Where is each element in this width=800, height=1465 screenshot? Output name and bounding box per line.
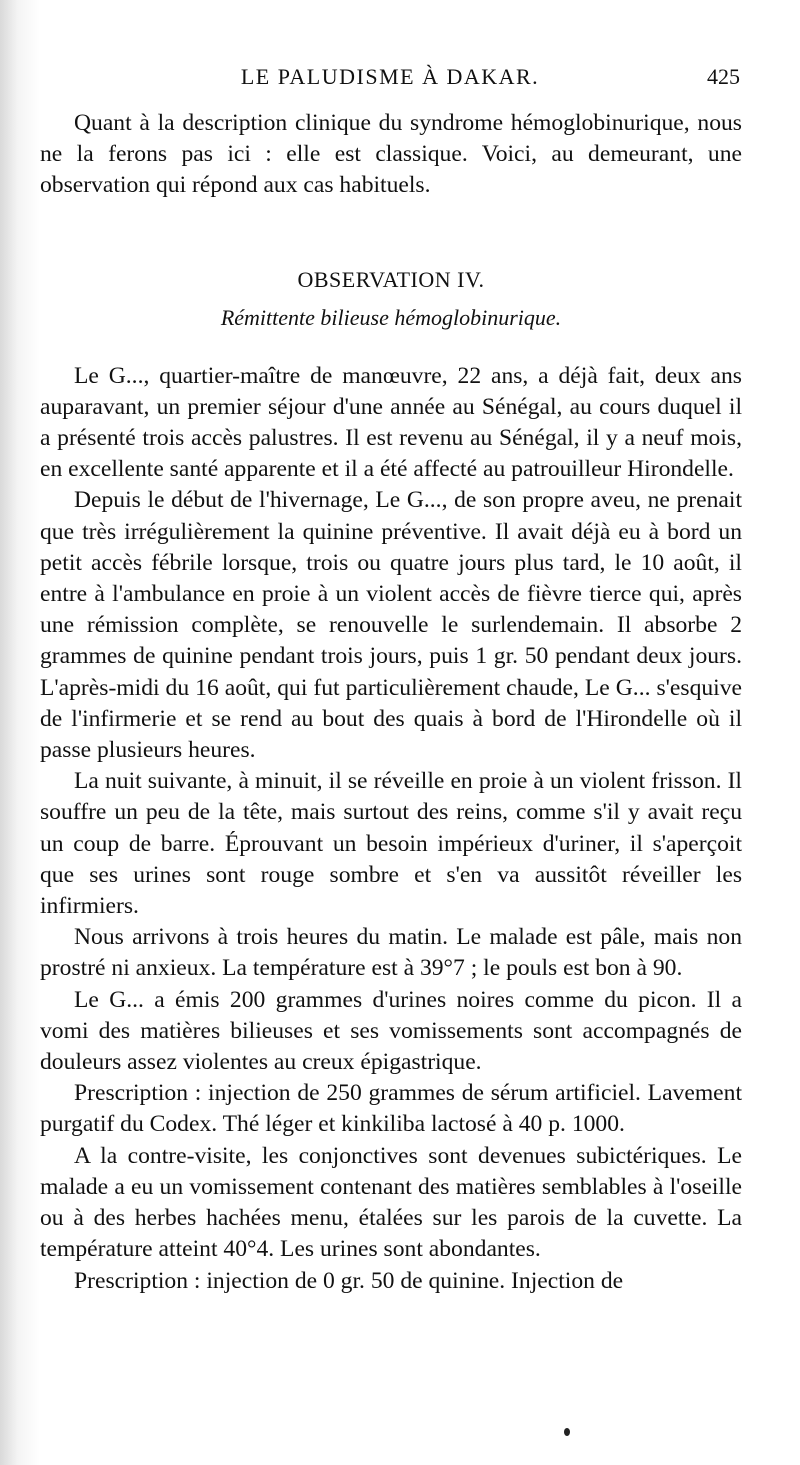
page-body [40,108,742,1297]
body-paragraph-4: Nous arrivons à trois heures du matin. Le malade est pâle, mais non prostré ni anxieux. La température est à 39°7 ; le pouls est bon à 90. [40,924,742,982]
observation-subtitle: Rémittente bilieuse hémoglobinurique. [220,304,562,330]
observation-title: OBSERVATION IV. [297,266,485,292]
running-head: LE PALUDISME À DAKAR. [240,64,540,89]
body-paragraph-2: Depuis le début de l'hivernage, Le G..., de son propre aveu, ne prenait que très irrégulièrement la quinine préventive. Il avait déjà eu à bord un petit accès fébrile lorsque, trois ou quatre jours plus tard, le 10 août, il entre à l'ambulance en proie à un violent accès de fièvre tierce qui, après une rémission complète, se renouvelle le surlendemain. Il absorbe 2 grammes de quinine pendant trois jours, puis 1 gr. 50 pendant deux jours. L'après-midi du 16 août, qui fut particulièrement chaude, Le G... s'esquive de l'infirmerie et se rend au bout des quais à bord de l'Hirondelle où il passe plusieurs heures. [40,487,742,764]
intro-paragraph: Quant à la description clinique du syndrome hémoglobinurique, nous ne la ferons pas ici : elle est classique. Voici, au demeurant, une observation qui répond aux cas habituels. [40,110,742,199]
page-header [40,64,740,100]
body-paragraph-7: A la contre-visite, les conjonctives sont devenues subictériques. Le malade a eu un vomissement contenant des matières semblables à l'oseille ou à des herbes hachées menu, étalées sur les parois de la cuvette. La température atteint 40°4. Les urines sont abondantes. [40,1142,742,1263]
body-paragraph-5: Le G... a émis 200 grammes d'urines noires comme du picon. Il a vomi des matières bilieuses et ses vomissements sont accompagnés de douleurs assez violentes au creux épigastrique. [40,986,742,1076]
body-paragraph-6: Prescription : injection de 250 grammes de sérum artificiel. Lavement purgatif du Codex. Thé léger et kinkiliba lactosé à 40 p. 1000. [40,1080,742,1138]
body-paragraph-1: Le G..., quartier-maître de manœuvre, 22 ans, a déjà fait, deux ans auparavant, un premier séjour d'une année au Sénégal, au cours duquel il a présenté trois accès palustres. Il est revenu au Sénégal, il y a neuf mois, en excellente santé apparente et il a été affecté au patrouilleur Hirondelle. [40,362,742,483]
page-number: 425 [707,64,740,89]
printer-mark [564,1428,570,1436]
body-paragraph-8: Prescription : injection de 0 gr. 50 de quinine. Injection de [74,1267,624,1294]
body-paragraph-3: La nuit suivante, à minuit, il se réveille en proie à un violent frisson. Il souffre un peu de la tête, mais surtout des reins, comme s'il y avait reçu un coup de barre. Éprouvant un besoin impérieux d'uriner, il s'aperçoit que ses urines sont rouge sombre et s'en va aussitôt réveiller les infirmiers. [40,768,742,920]
